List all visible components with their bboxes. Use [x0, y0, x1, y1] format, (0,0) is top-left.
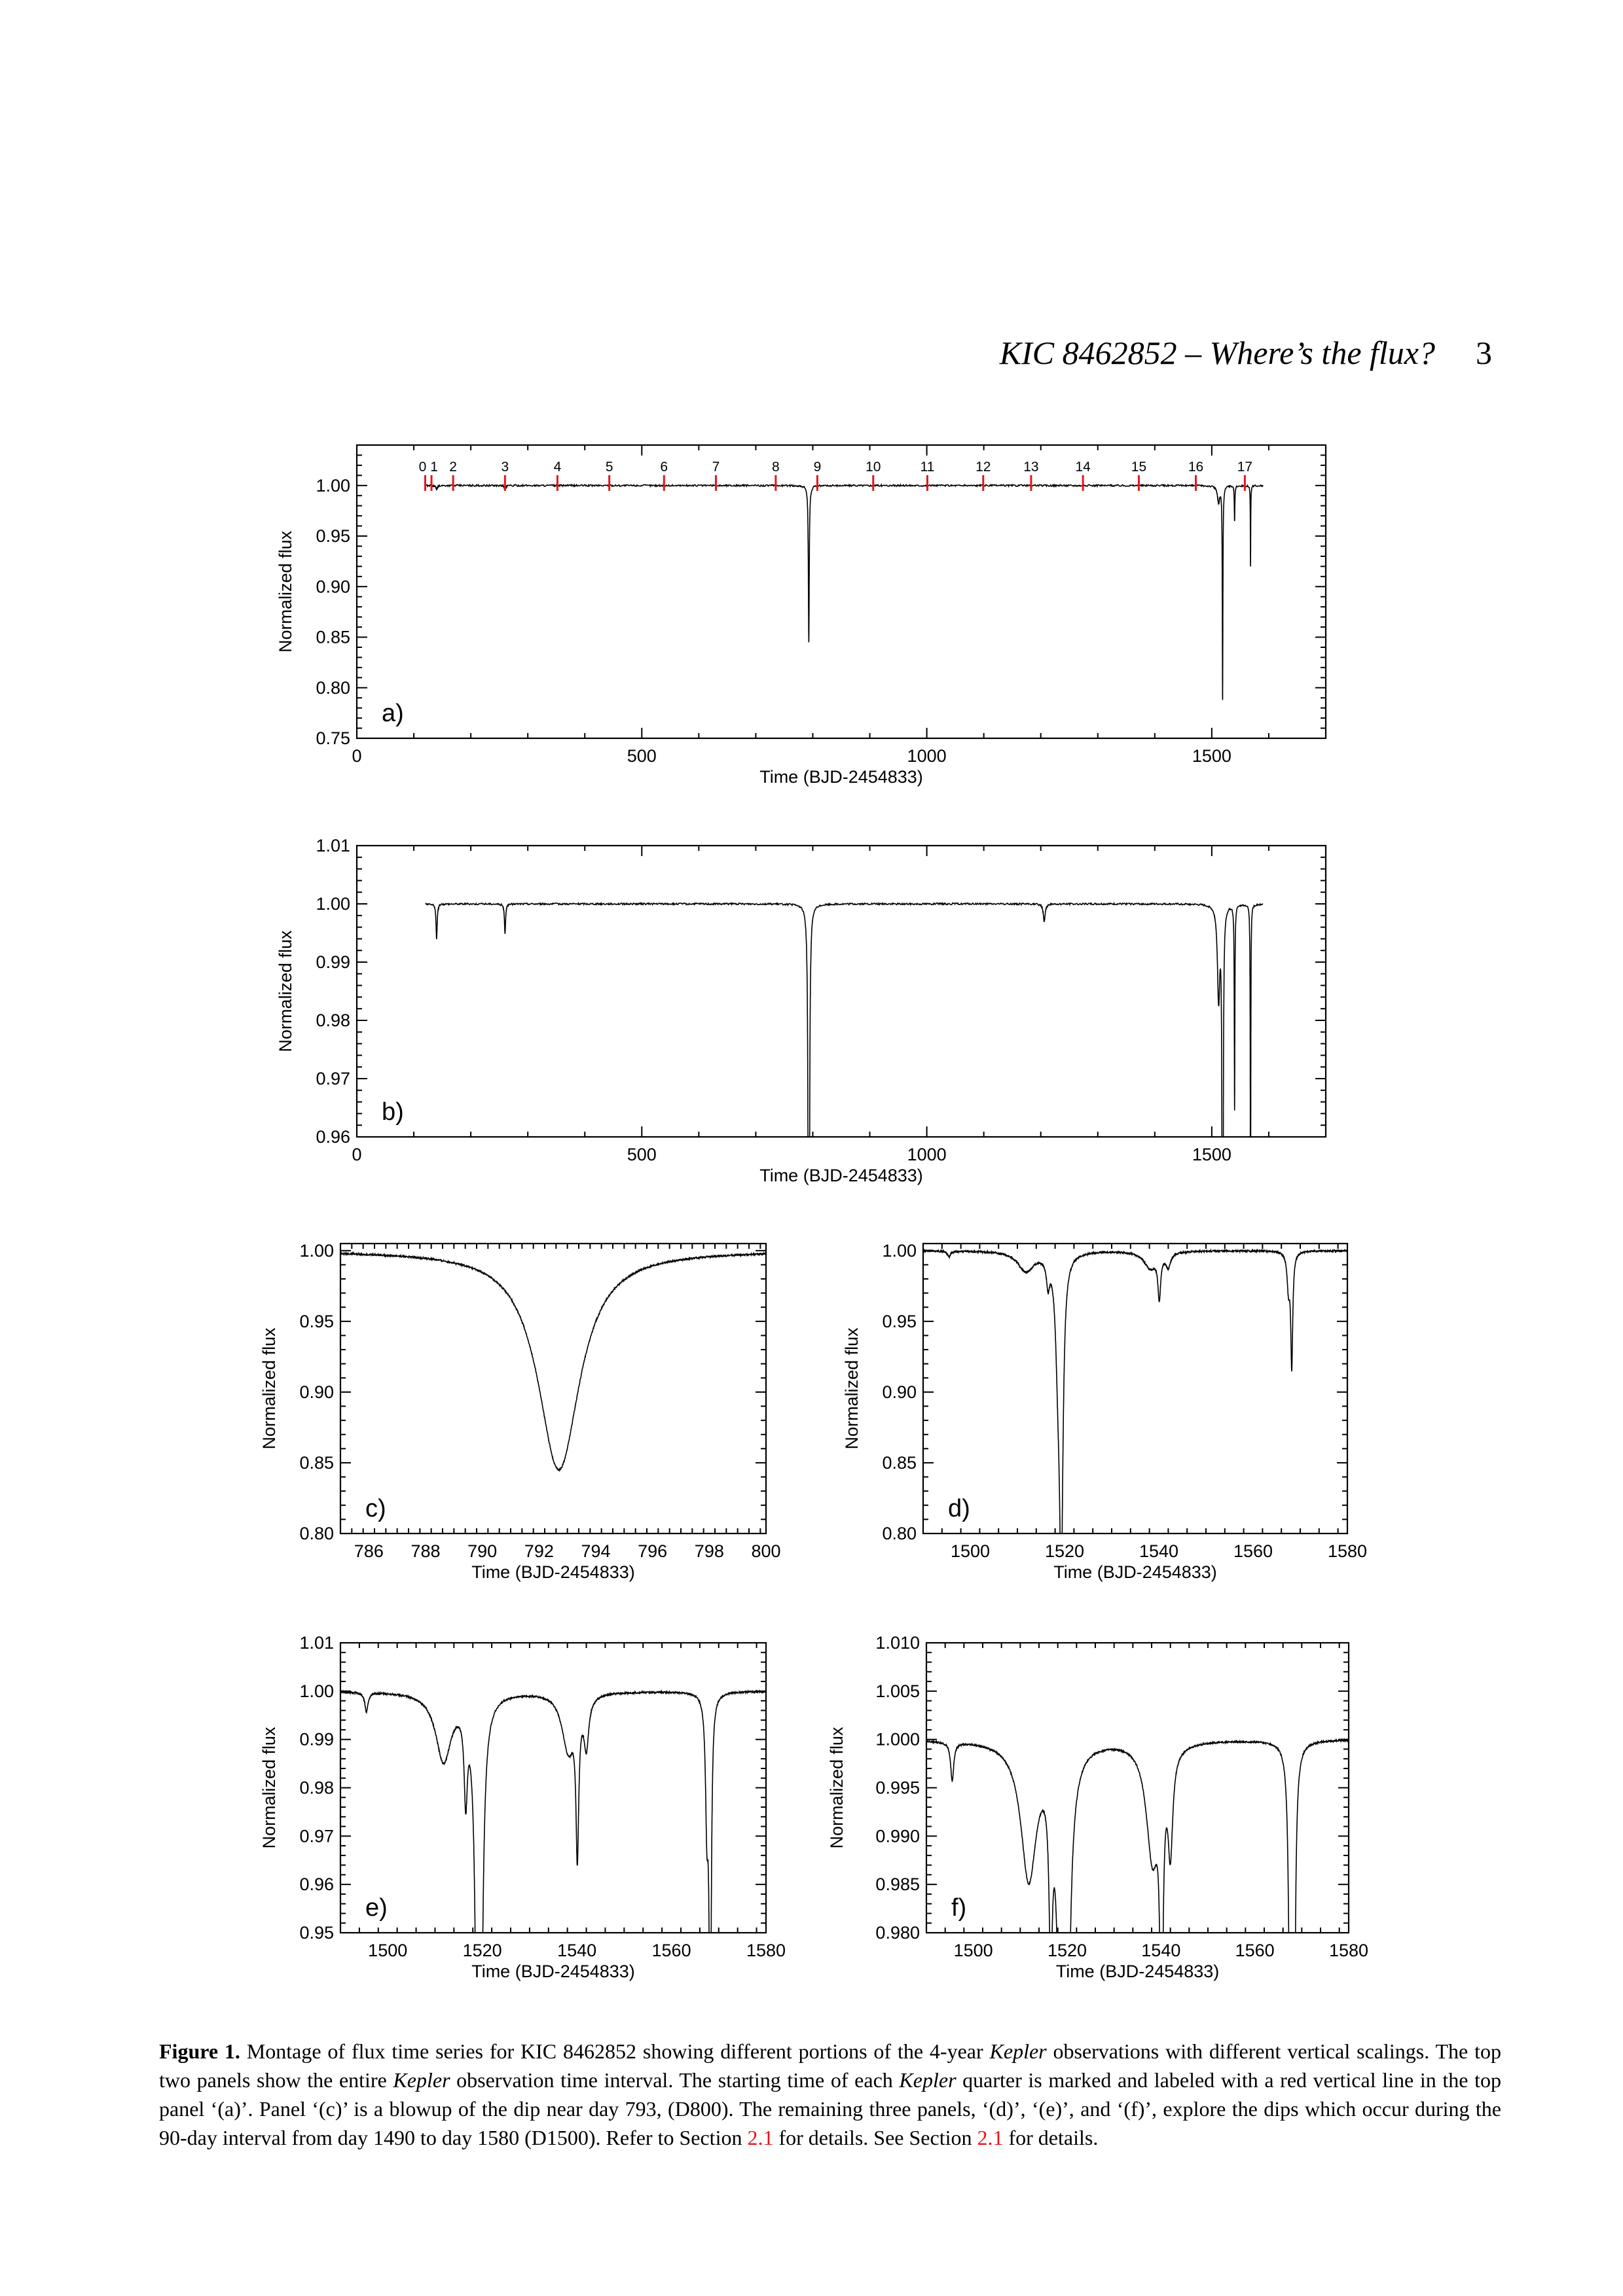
y-tick-label: 0.85 — [299, 1452, 334, 1473]
flux-series-line — [340, 1691, 766, 1936]
x-tick-label: 1540 — [557, 1941, 597, 1960]
section-link[interactable]: 2.1 — [747, 2126, 774, 2149]
x-axis-label: Time (BJD-2454833) — [1055, 1962, 1220, 1981]
x-tick-label: 1560 — [1235, 1941, 1275, 1960]
figure-caption — [159, 2037, 1501, 2152]
quarter-label: 13 — [1023, 459, 1039, 475]
x-axis-label: Time (BJD-2454833) — [471, 1562, 635, 1582]
y-tick-label: 0.96 — [299, 1874, 334, 1895]
y-tick-label: 1.00 — [299, 1681, 334, 1701]
quarter-label: 4 — [553, 459, 562, 475]
x-axis-label: Time (BJD-2454833) — [759, 1166, 923, 1185]
flux-series-line — [923, 1250, 1347, 1537]
quarter-label: 3 — [501, 459, 509, 475]
y-axis-label: Normalized flux — [842, 1327, 862, 1450]
y-tick-label: 1.00 — [882, 1240, 917, 1261]
caption-text: observation time interval. The starting time of each — [450, 2068, 900, 2092]
x-tick-label: 1560 — [1233, 1541, 1273, 1561]
y-tick-label: 0.990 — [875, 1826, 920, 1846]
caption-text: observations with different vertical scalings. The top two panels show the entire — [159, 2039, 1502, 2092]
y-tick-label: 0.95 — [299, 1311, 334, 1331]
y-tick-label: 1.01 — [316, 836, 350, 855]
y-tick-label: 0.90 — [882, 1382, 917, 1402]
y-tick-label: 0.95 — [299, 1923, 334, 1943]
y-tick-label: 0.97 — [299, 1826, 334, 1846]
panel-label: a) — [382, 700, 404, 727]
x-tick-label: 1560 — [651, 1941, 691, 1960]
chart-panel-f — [825, 1633, 1368, 2000]
caption-text: for details. See Section — [773, 2126, 977, 2149]
x-tick-label: 1580 — [746, 1941, 786, 1960]
y-tick-label: 0.995 — [875, 1778, 920, 1798]
y-axis-label: Normalized flux — [259, 1327, 279, 1450]
y-tick-label: 1.005 — [875, 1681, 920, 1701]
chart-panel-a — [275, 432, 1336, 798]
y-tick-label: 0.80 — [882, 1524, 917, 1543]
x-tick-label: 1520 — [1047, 1941, 1087, 1960]
y-tick-label: 0.95 — [316, 526, 350, 547]
flux-series-line — [426, 485, 1264, 700]
y-tick-label: 0.90 — [299, 1382, 334, 1402]
y-tick-label: 0.85 — [882, 1452, 917, 1473]
x-tick-label: 796 — [638, 1541, 668, 1561]
x-tick-label: 1520 — [462, 1941, 502, 1960]
y-tick-label: 0.98 — [299, 1778, 334, 1798]
y-tick-label: 0.985 — [875, 1874, 920, 1895]
quarter-label: 0 — [418, 459, 427, 475]
quarter-label: 10 — [866, 459, 881, 475]
quarter-label: 9 — [813, 459, 822, 475]
caption-text: Montage of flux time series for KIC 8462852 showing different portions of the 4-year — [246, 2039, 990, 2063]
quarter-label: 6 — [660, 459, 668, 475]
x-tick-label: 1500 — [1192, 1145, 1231, 1164]
caption-text: for details. — [1003, 2126, 1099, 2149]
x-axis-label: Time (BJD-2454833) — [759, 767, 923, 787]
caption-label: Figure 1. — [159, 2039, 240, 2063]
y-tick-label: 0.99 — [316, 952, 350, 972]
quarter-label: 15 — [1131, 459, 1147, 475]
chart-panel-d — [838, 1234, 1368, 1600]
x-tick-label: 500 — [627, 1145, 657, 1164]
quarter-label: 2 — [449, 459, 457, 475]
quarter-label: 8 — [772, 459, 780, 475]
y-tick-label: 1.00 — [316, 894, 350, 914]
y-axis-label: Normalized flux — [276, 930, 295, 1052]
plot-frame — [923, 1244, 1347, 1534]
quarter-label: 17 — [1237, 459, 1253, 475]
quarter-label: 1 — [430, 459, 438, 475]
x-tick-label: 1500 — [950, 1541, 991, 1561]
x-tick-label: 1580 — [1327, 1541, 1368, 1561]
y-tick-label: 0.980 — [875, 1923, 920, 1943]
x-tick-label: 800 — [751, 1541, 781, 1561]
plot-frame — [357, 445, 1326, 738]
x-tick-label: 1000 — [907, 1145, 947, 1164]
x-tick-label: 0 — [352, 1145, 362, 1164]
x-tick-label: 788 — [410, 1541, 441, 1561]
panel-label: f) — [951, 1894, 967, 1922]
panel-label: e) — [365, 1894, 388, 1922]
x-tick-label: 1580 — [1328, 1941, 1369, 1960]
chart-panel-b — [275, 831, 1336, 1198]
y-tick-label: 1.000 — [875, 1729, 920, 1749]
flux-series-line — [426, 903, 1264, 1140]
x-tick-label: 1500 — [953, 1941, 993, 1960]
caption-kepler: Kepler — [393, 2068, 450, 2092]
y-axis-label: Normalized flux — [276, 530, 295, 653]
x-axis-label: Time (BJD-2454833) — [1053, 1562, 1217, 1582]
page-number: 3 — [1476, 334, 1492, 371]
panel-label: b) — [382, 1098, 404, 1126]
x-tick-label: 792 — [524, 1541, 554, 1561]
plot-frame — [340, 1643, 766, 1933]
quarter-label: 12 — [976, 459, 991, 475]
x-tick-label: 1500 — [368, 1941, 408, 1960]
chart-panel-e — [255, 1633, 786, 2000]
y-tick-label: 0.95 — [882, 1311, 917, 1331]
y-tick-label: 0.99 — [299, 1729, 334, 1749]
y-tick-label: 0.75 — [316, 728, 350, 748]
caption-text: quarter is marked and labeled with a red vertical line in the top panel ‘(a)’. Panel ‘(c)’ is a blowup of the dip near day 793, (D800). The remaining three panels, ‘(d)’, ‘(e)’, and ‘(f)’, explore the dips which occur during the 90-day interval from day 1490 to day 1580 (D1500). Refer to Section — [159, 2068, 1502, 2149]
panel-label: c) — [365, 1495, 386, 1522]
y-tick-label: 1.00 — [316, 475, 350, 495]
x-tick-label: 798 — [694, 1541, 724, 1561]
running-header — [1000, 334, 1492, 372]
section-link[interactable]: 2.1 — [977, 2126, 1004, 2149]
y-tick-label: 1.010 — [875, 1633, 920, 1653]
quarter-label: 7 — [712, 459, 720, 475]
y-tick-label: 0.98 — [316, 1011, 350, 1030]
y-tick-label: 0.80 — [299, 1524, 334, 1543]
x-tick-label: 1500 — [1192, 746, 1231, 766]
y-tick-label: 1.01 — [299, 1633, 334, 1653]
quarter-label: 5 — [605, 459, 613, 475]
caption-kepler: Kepler — [899, 2068, 957, 2092]
y-tick-label: 1.00 — [299, 1240, 334, 1261]
x-tick-label: 1000 — [907, 746, 947, 766]
chart-panel-c — [255, 1234, 786, 1600]
x-tick-label: 1520 — [1044, 1541, 1085, 1561]
x-tick-label: 790 — [467, 1541, 498, 1561]
plot-frame — [357, 846, 1326, 1137]
y-tick-label: 0.96 — [316, 1127, 350, 1147]
plot-frame — [340, 1244, 766, 1534]
y-tick-label: 0.90 — [316, 577, 350, 597]
x-tick-label: 1540 — [1141, 1941, 1181, 1960]
quarter-label: 11 — [920, 459, 935, 475]
caption-kepler: Kepler — [989, 2039, 1047, 2063]
quarter-label: 14 — [1075, 459, 1091, 475]
x-tick-label: 500 — [627, 746, 657, 766]
flux-series-line — [340, 1253, 766, 1470]
quarter-label: 16 — [1188, 459, 1204, 475]
running-title: KIC 8462852 – Where’s the flux? — [999, 334, 1435, 371]
x-tick-label: 1540 — [1139, 1541, 1179, 1561]
panel-label: d) — [948, 1495, 970, 1522]
y-tick-label: 0.85 — [316, 627, 350, 647]
y-axis-label: Normalized flux — [259, 1727, 279, 1849]
y-axis-label: Normalized flux — [827, 1727, 847, 1849]
x-tick-label: 794 — [581, 1541, 611, 1561]
flux-series-line — [926, 1740, 1349, 1936]
y-tick-label: 0.80 — [316, 677, 350, 698]
x-tick-label: 786 — [354, 1541, 384, 1561]
x-axis-label: Time (BJD-2454833) — [471, 1962, 635, 1981]
y-tick-label: 0.97 — [316, 1069, 350, 1088]
x-tick-label: 0 — [352, 746, 362, 766]
